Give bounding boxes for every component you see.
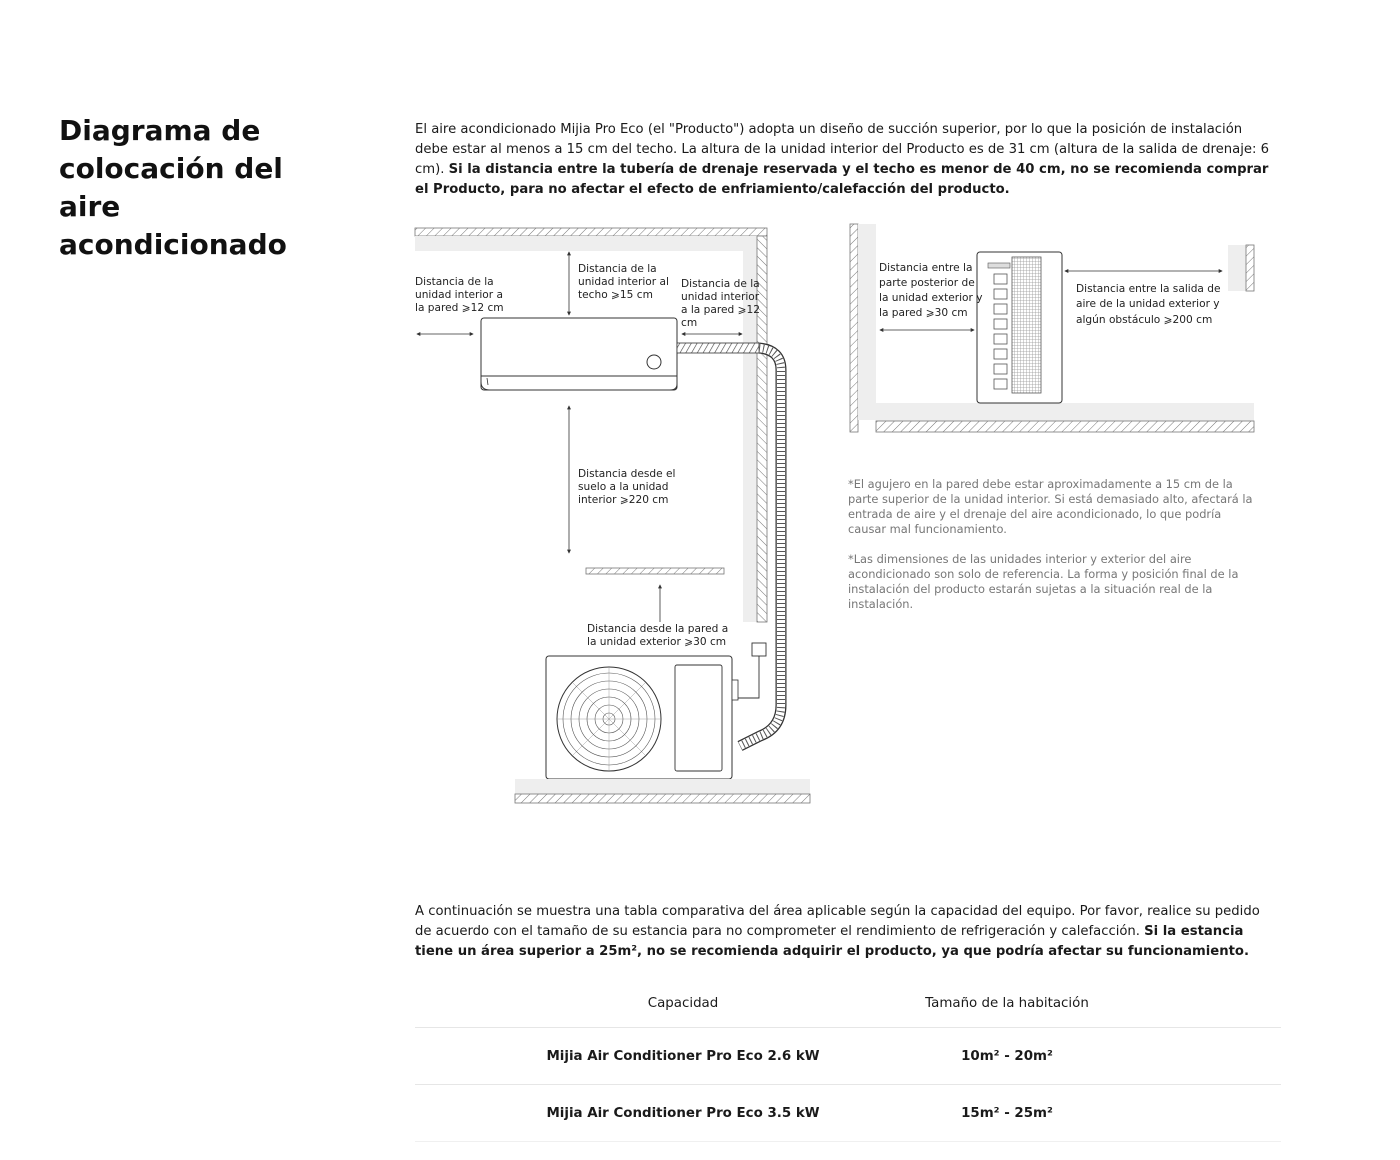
header-room-size: Tamaño de la habitación: [925, 996, 1089, 1011]
intro-paragraph: [415, 120, 1277, 200]
obstacle-hatch: [1246, 245, 1254, 291]
capacity-table: [415, 980, 1281, 1142]
outdoor-unit-side: [977, 252, 1062, 403]
table-intro-paragraph: [415, 902, 1265, 962]
cell-room-size: 10m² - 20m²: [961, 1048, 1053, 1064]
table-intro-bold-text: Si la estancia tiene un área superior a 25m², no se recomienda adquirir el producto, ya que podría afectar su funcionamiento.: [415, 924, 1249, 959]
indoor-unit: [481, 318, 677, 390]
outdoor-unit: [546, 656, 738, 779]
note-dimensions: *Las dimensiones de las unidades interior y exterior del aire acondicionado son solo de referencia. La forma y posición final de la instalación del producto estarán sujetas a la situación real de la instalación.: [848, 552, 1239, 611]
table-row: [415, 1028, 1281, 1085]
cell-room-size: 15m² - 25m²: [961, 1105, 1053, 1121]
intro-text: El aire acondicionado Mijia Pro Eco (el "Producto") adopta un diseño de succión superior, por lo que la posición de instalación debe estar al menos a 15 cm del techo. La altura de la unidad interior del Producto es de 31 cm (altura de la salida de drenaje: 6 cm).: [415, 122, 1270, 177]
note-wall-hole: *El agujero en la pared debe estar aproximadamente a 15 cm de la parte superior de la unidad interior. Si está demasiado alto, afectará la entrada de aire y el drenaje del aire acondicionado, lo que podría causar mal funcionamiento.: [848, 477, 1253, 536]
ground-band: [515, 779, 810, 794]
header-capacity: Capacidad: [647, 996, 719, 1011]
label-floor: Distancia desde el suelo a la unidad interior ⩾220 cm: [578, 468, 676, 506]
label-rear: Distancia entre la parte posterior de la unidad exterior y la pared ⩾30 cm: [879, 262, 983, 319]
cell-capacity: Mijia Air Conditioner Pro Eco 2.6 kW: [546, 1048, 820, 1064]
cell-capacity: Mijia Air Conditioner Pro Eco 3.5 kW: [546, 1105, 820, 1121]
rear-wall-band: [858, 224, 876, 420]
section-title: Diagrama de colocación del aire acondicionado: [59, 114, 287, 261]
label-wall-indoor: Distancia de la unidad interior a la pared ⩾12 cm: [415, 276, 504, 314]
label-ceiling: Distancia de la unidad interior al techo ⩾15 cm: [578, 263, 669, 301]
indoor-placement-diagram: [412, 222, 812, 812]
floor-line: [586, 568, 724, 574]
table-header-row: [415, 980, 1281, 1028]
ceiling-band: [415, 236, 755, 251]
ceiling-hatch: [415, 228, 767, 236]
ground-hatch-right: [876, 421, 1254, 432]
ground-band-right: [876, 403, 1254, 421]
outdoor-placement-diagram: [846, 220, 1258, 438]
ground-hatch: [515, 794, 810, 803]
table-row: [415, 1085, 1281, 1142]
obstacle-band: [1228, 245, 1246, 291]
label-outlet: Distancia entre la salida de aire de la unidad exterior y algún obstáculo ⩾200 cm: [1076, 283, 1221, 326]
rear-wall-hatch: [850, 224, 858, 432]
label-wall-right: Distancia de la unidad interior a la pared ⩾12 cm: [681, 278, 760, 329]
table-intro-text: A continuación se muestra una tabla comparativa del área aplicable según la capacidad del equipo. Por favor, realice su pedido de acuerdo con el tamaño de su estancia para no comprometer el rendimiento de refrigeración y calefacción.: [415, 904, 1260, 939]
intro-bold-text: Si la distancia entre la tubería de drenaje reservada y el techo es menor de 40 cm, no se recomienda comprar el Producto, para no afectar el efecto de enfriamiento/calefacción del producto.: [415, 162, 1269, 197]
label-outdoor: Distancia desde la pared a la unidad exterior ⩾30 cm: [587, 623, 729, 648]
